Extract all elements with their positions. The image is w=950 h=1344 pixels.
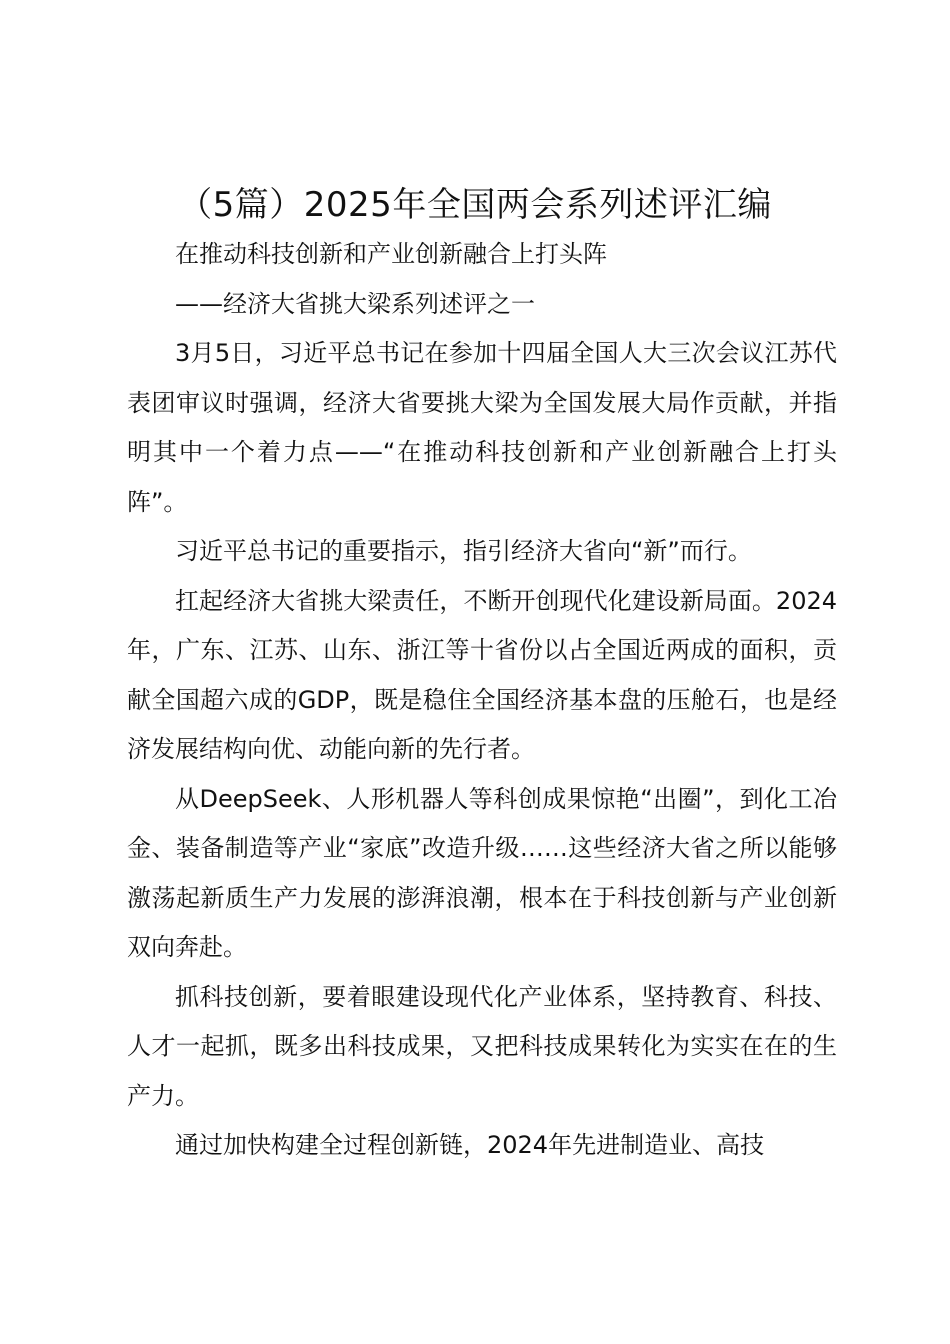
document-title: （5篇）2025年全国两会系列述评汇编 — [178, 185, 772, 225]
paragraph: 3月5日，习近平总书记在参加十四届全国人大三次会议江苏代表团审议时强调，经济大省要挑大梁为全国发展大局作贡献，并指明其中一个着力点——“在推动科技创新和产业创新融合上打头阵”。 — [127, 339, 837, 516]
paragraph: 扛起经济大省挑大梁责任，不断开创现代化建设新局面。2024年，广东、江苏、山东、浙江等十省份以占全国近两成的面积，贡献全国超六成的GDP，既是稳住全国经济基本盘的压舱石，也是经济发展结构向优、动能向新的先行者。 — [127, 586, 837, 763]
paragraph: 抓科技创新，要着眼建设现代化产业体系，坚持教育、科技、人才一起抓，既多出科技成果，又把科技成果转化为实实在在的生产力。 — [127, 982, 837, 1110]
paragraph: 从DeepSeek、人形机器人等科创成果惊艳“出圈”，到化工冶金、装备制造等产业“家底”改造升级……这些经济大省之所以能够激荡起新质生产力发展的澎湃浪潮，根本在于科技创新与产业创新双向奔赴。 — [127, 784, 837, 961]
paragraph: 习近平总书记的重要指示，指引经济大省向“新”而行。 — [175, 537, 752, 565]
paragraph: 通过加快构建全过程创新链，2024年先进制造业、高技 — [175, 1131, 765, 1159]
series-line: ——经济大省挑大梁系列述评之一 — [175, 289, 535, 318]
subtitle: 在推动科技创新和产业创新融合上打头阵 — [175, 240, 607, 268]
document-body — [127, 230, 837, 1171]
